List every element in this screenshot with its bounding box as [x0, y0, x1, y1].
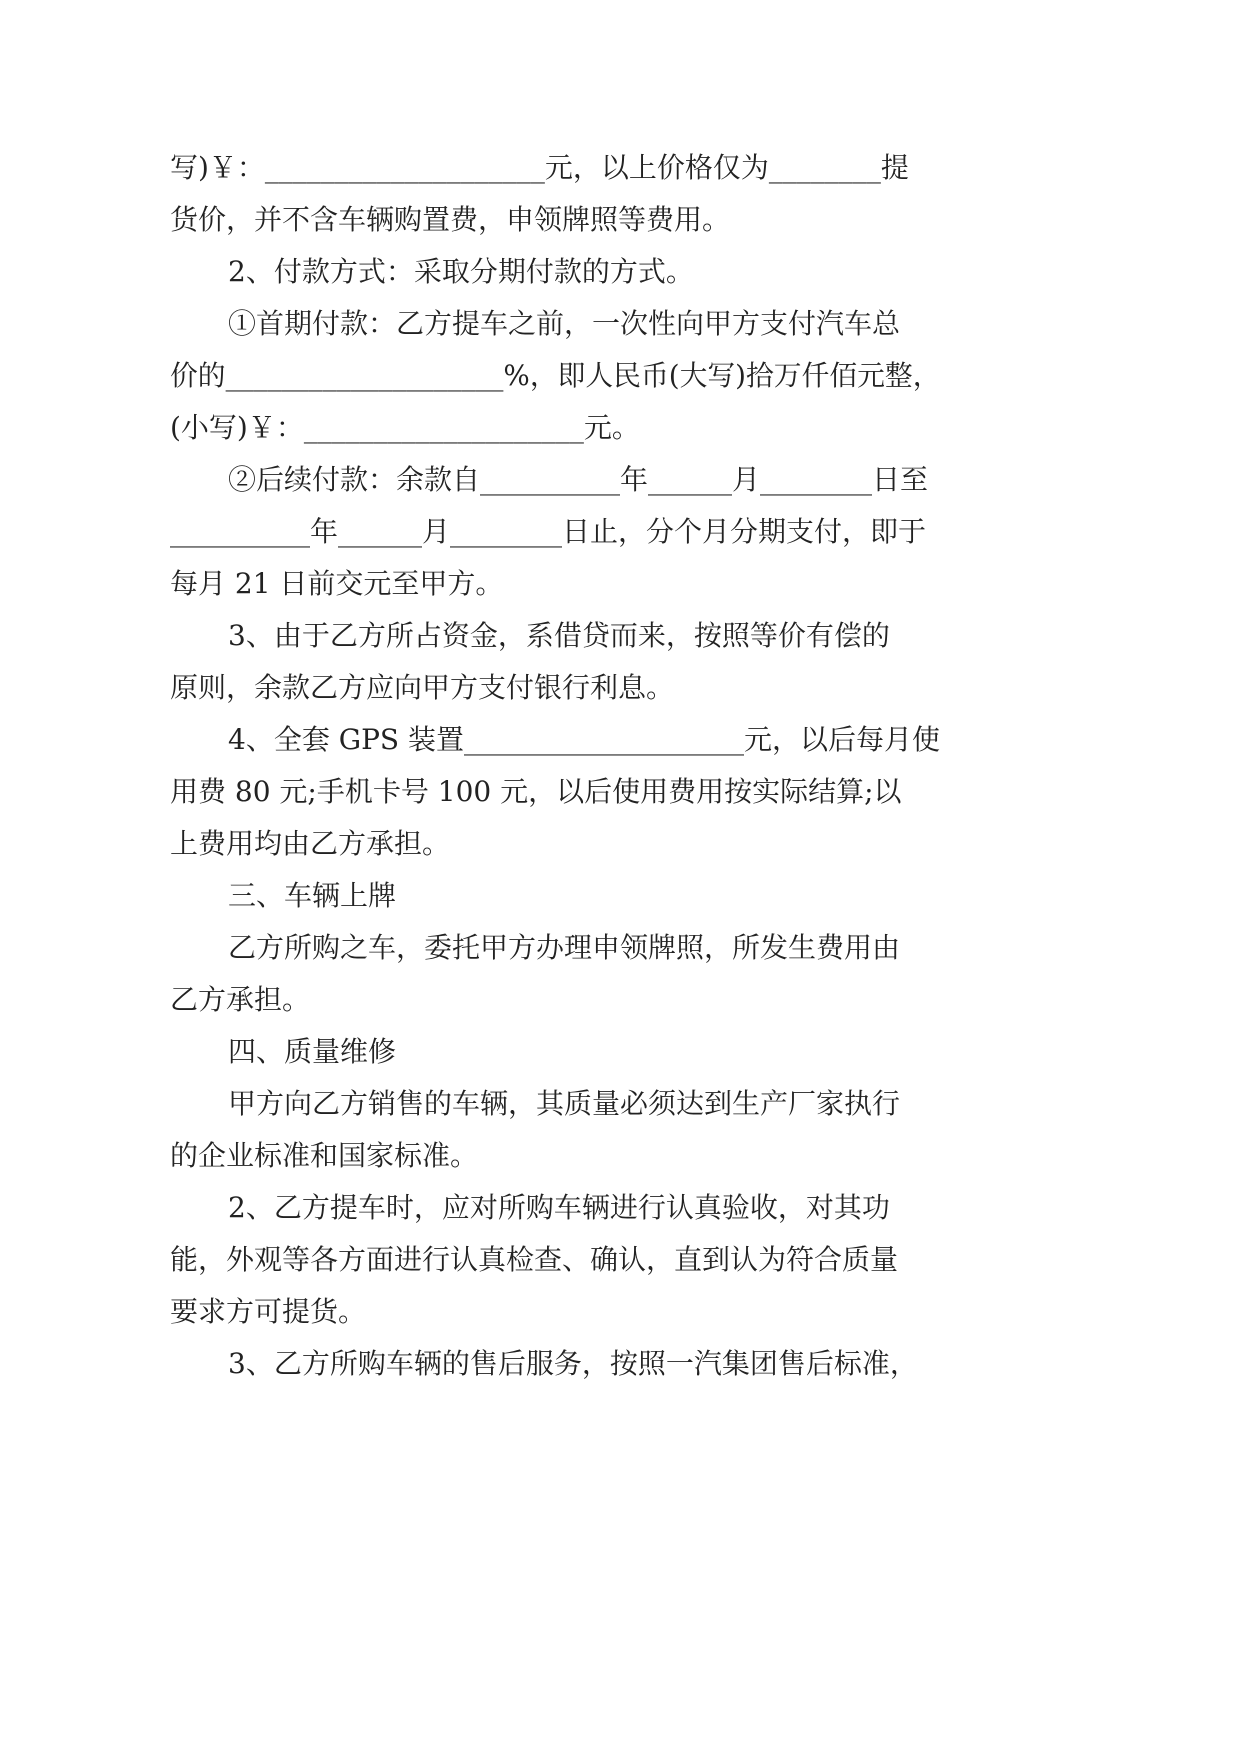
text-line [0, 304, 1241, 344]
line-text: 能，外观等各方面进行认真检查、确认，直到认为符合质量 [170, 1243, 899, 1276]
line-text: 甲方向乙方销售的车辆，其质量必须达到生产厂家执行 [228, 1087, 901, 1120]
text-line [0, 980, 1241, 1020]
line-text: 乙方承担。 [170, 983, 311, 1016]
line-text: 每月 21 日前交元至甲方。 [170, 567, 504, 600]
line-text: 3、乙方所购车辆的售后服务，按照一汽集团售后标准， [228, 1347, 918, 1380]
text-line [0, 720, 1241, 760]
line-text: 2、付款方式：采取分期付款的方式。 [228, 255, 694, 288]
line-text: 货价，并不含车辆购置费，申领牌照等费用。 [170, 203, 731, 236]
line-text: 的企业标准和国家标准。 [170, 1139, 479, 1172]
line-text: 用费 80 元;手机卡号 100 元，以后使用费用按实际结算;以 [170, 775, 902, 808]
line-text: 三、车辆上牌 [228, 879, 397, 912]
section-heading [0, 1032, 1241, 1072]
line-text: 3、由于乙方所占资金，系借贷而来，按照等价有偿的 [228, 619, 890, 652]
line-text: ①首期付款：乙方提车之前，一次性向甲方支付汽车总 [228, 307, 901, 340]
text-line [0, 1136, 1241, 1176]
line-text: 写)￥：____________________元，以上价格仅为________提 [170, 151, 909, 184]
line-text: (小写)￥：____________________元。 [170, 411, 640, 444]
text-line [0, 564, 1241, 604]
line-text: 乙方所购之车，委托甲方办理申领牌照，所发生费用由 [228, 931, 901, 964]
text-line [0, 1188, 1241, 1228]
line-text: ②后续付款：余款自__________年______月________日至 [228, 463, 929, 496]
line-text: 要求方可提货。 [170, 1295, 367, 1328]
text-line [0, 408, 1241, 448]
line-text: 4、全套 GPS 装置____________________元，以后每月使 [228, 723, 941, 756]
line-text: 价的____________________%，即人民币(大写)拾万仟佰元整， [170, 359, 941, 392]
text-line [0, 1084, 1241, 1124]
text-line [0, 824, 1241, 864]
text-line [0, 668, 1241, 708]
text-line [0, 148, 1241, 188]
text-line [0, 460, 1241, 500]
text-line [0, 200, 1241, 240]
text-line [0, 1344, 1241, 1384]
line-text: 原则，余款乙方应向甲方支付银行利息。 [170, 671, 675, 704]
text-line [0, 1240, 1241, 1280]
text-line [0, 356, 1241, 396]
line-text: 四、质量维修 [228, 1035, 397, 1068]
text-line [0, 772, 1241, 812]
text-line [0, 616, 1241, 656]
text-line [0, 512, 1241, 552]
section-heading [0, 876, 1241, 916]
text-line [0, 1292, 1241, 1332]
text-line [0, 928, 1241, 968]
line-text: 上费用均由乙方承担。 [170, 827, 451, 860]
line-text: __________年______月________日止，分个月分期支付，即于 [170, 515, 927, 548]
text-line [0, 252, 1241, 292]
line-text: 2、乙方提车时，应对所购车辆进行认真验收，对其功 [228, 1191, 890, 1224]
